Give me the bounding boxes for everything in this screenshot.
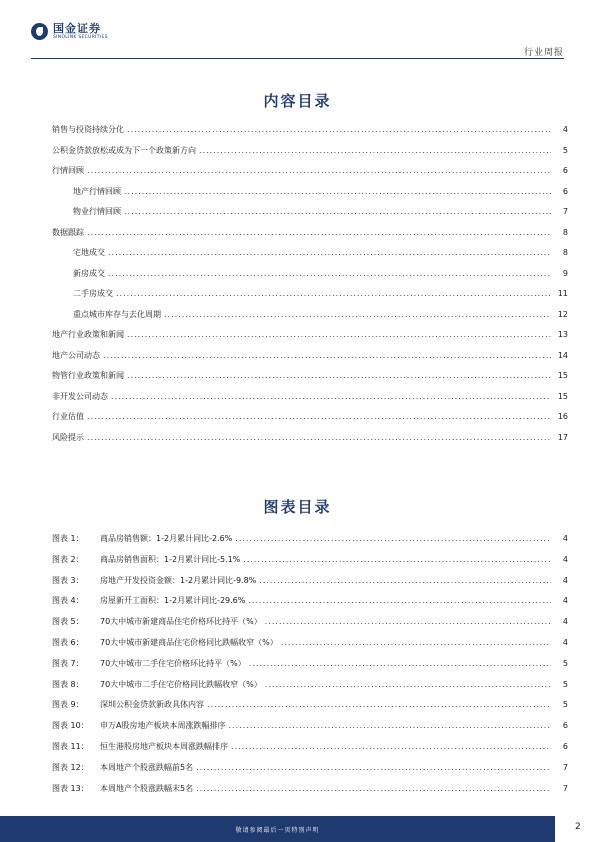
toc-entry-page: 13 [557,330,568,339]
figure-entry[interactable] [52,762,568,783]
figure-entry[interactable] [52,658,568,679]
dot-leader [231,742,551,751]
figure-entry-number: 图表 5： [52,617,84,627]
logo-name-cn: 国金证券 [53,22,101,35]
footer-disclaimer: 敬请参阅最后一页特别声明 [235,827,320,834]
figure-entry-label: 本周地产个股涨跌幅前5名 [100,762,194,772]
toc-entry-page: 15 [557,371,568,380]
figure-entry-page: 4 [562,554,568,564]
dot-leader [87,166,551,175]
figure-entry[interactable] [52,637,568,658]
toc-entry-page: 4 [562,125,568,134]
dot-leader [249,659,551,668]
figure-entry-number: 图表 12： [52,762,89,772]
toc-entry-page: 5 [562,145,568,155]
toc-entry-page: 8 [562,248,568,257]
toc-entry[interactable] [52,391,568,412]
toc-entry-page: 14 [557,350,568,360]
figure-entry[interactable] [52,554,568,575]
dot-leader [235,534,551,543]
figure-entry-label: 70大中城市二手住宅价格同比跌幅收窄（%） [100,679,262,689]
figure-entry-number: 图表 9： [52,700,84,710]
toc-entry[interactable] [52,268,568,289]
figure-entry[interactable] [52,595,568,616]
toc-entry[interactable] [52,309,568,330]
figure-entry-label: 70大中城市新建商品住宅价格同比跌幅收窄（%） [100,637,278,647]
figure-entry-label: 房屋新开工面积：1-2月累计同比-29.6% [100,596,246,606]
logo-icon [31,23,48,40]
dot-leader [108,248,551,257]
dot-leader [124,207,551,216]
dot-leader [111,392,551,401]
figure-entry-page: 7 [562,783,568,793]
figure-entry-page: 6 [562,721,568,731]
dot-leader [127,330,551,339]
dot-leader [243,555,551,564]
figure-entry-label: 商品房销售额：1-2月累计同比-2.6% [100,534,233,543]
dot-leader [87,412,551,421]
toc-entry-label: 销售与投资持续分化 [52,125,124,134]
dot-leader [127,125,551,134]
toc-entry-label: 物业行情回顾 [73,207,121,216]
toc-entry[interactable] [52,206,568,227]
figure-entry[interactable] [52,699,568,720]
figure-entry-number: 图表 3： [52,575,84,585]
figure-entry-number: 图表 6： [52,637,84,647]
toc-entry-page: 17 [557,432,568,442]
figure-entry-label: 本周地产个股涨跌幅末5名 [100,783,194,793]
figures-title: 图表目录 [263,498,332,516]
toc-entry-label: 地产公司动态 [52,350,100,360]
figure-entry-label: 深圳公积金贷款新政具体内容 [100,700,204,710]
toc-entry[interactable] [52,411,568,432]
dot-leader [196,784,551,793]
toc-entry-label: 公积金贷款放松或成为下一个政策新方向 [52,145,196,155]
dot-leader [164,310,551,319]
figure-entry-page: 6 [562,741,568,751]
dot-leader [248,596,551,605]
toc-entry-label: 地产行业政策和新闻 [52,330,124,339]
figure-entry-number: 图表 10： [52,721,89,731]
toc-entry-page: 6 [562,186,568,196]
toc-entry-page: 9 [562,268,568,278]
logo-text [53,23,108,41]
figure-entry-label: 申万A股房地产板块本周涨跌幅排序 [100,721,226,731]
toc-entry-label: 新房成交 [73,268,105,278]
logo-name-en: SINOLINK SECURITIES [53,35,108,40]
dot-leader [281,638,551,647]
toc-entry-page: 7 [562,207,568,216]
figure-entry[interactable] [52,720,568,741]
dot-leader [116,289,551,298]
figure-entry-label: 70大中城市二手住宅价格环比持平（%） [100,658,246,668]
toc-entry-page: 11 [557,289,568,298]
page-number: 2 [575,822,581,832]
dot-leader [103,351,551,360]
toc-entry[interactable] [52,350,568,371]
toc-entry[interactable] [52,247,568,268]
figure-entry-number: 图表 2： [52,554,84,564]
toc-entry-page: 6 [562,166,568,175]
figure-entry-number: 图表 7： [52,658,84,668]
toc-entry[interactable] [52,370,568,391]
toc-entry-label: 行情回顾 [52,166,84,175]
figure-entry-label: 70大中城市新建商品住宅价格环比持平（%） [100,617,262,627]
figure-entry-page: 4 [562,637,568,647]
toc-entry[interactable] [52,165,568,186]
figure-entry-label: 商品房销售面积：1-2月累计同比-5.1% [100,554,241,564]
figure-entry[interactable] [52,679,568,700]
report-type: 行业周报 [523,48,564,58]
toc-entry-label: 地产行情回顾 [73,186,121,196]
figure-entry-page: 4 [562,596,568,606]
dot-leader [199,146,551,155]
figure-entry[interactable] [52,616,568,637]
dot-leader [127,371,551,380]
figure-entry-number: 图表 8： [52,679,84,689]
figure-entry-page: 4 [562,534,568,543]
page-header [0,0,595,62]
dot-leader [207,700,551,709]
contents-title: 内容目录 [263,92,332,110]
header-divider [31,58,564,59]
figure-entry-number: 图表 1： [52,534,84,543]
dot-leader [87,228,551,237]
toc-entry[interactable] [52,329,568,350]
dot-leader [265,617,551,626]
toc-entry[interactable] [52,432,568,453]
toc-entry-page: 16 [557,412,568,421]
toc-entry[interactable] [52,288,568,309]
toc-entry[interactable] [52,227,568,248]
toc-entry-label: 数据跟踪 [52,227,84,237]
figure-entry-page: 5 [562,679,568,689]
figure-entry-page: 5 [562,700,568,710]
dot-leader [87,433,551,442]
dot-leader [124,187,551,196]
figure-entry[interactable] [52,575,568,596]
toc-entry-label: 风险提示 [52,432,84,442]
dot-leader [228,721,551,730]
figure-entry-number: 图表 4： [52,596,84,606]
toc-entry-label: 二手房成交 [73,289,113,298]
figure-entry[interactable] [52,533,568,554]
toc-entry-page: 15 [557,391,568,401]
company-logo [31,23,108,41]
toc-entry[interactable] [52,124,568,145]
figure-entry-label: 恒生港股房地产板块本周涨跌幅排序 [100,741,228,751]
figure-entry[interactable] [52,741,568,762]
toc-entry-label: 行业估值 [52,412,84,421]
figure-entry-page: 4 [562,575,568,585]
toc-entry-page: 8 [562,227,568,237]
figure-entry-number: 图表 11： [52,741,89,751]
footer-bar [0,816,555,842]
figure-entry-page: 7 [562,762,568,772]
toc-entry-label: 重点城市库存与去化周期 [73,309,161,319]
figure-entry-number: 图表 13： [52,783,89,793]
contents-list [52,124,568,452]
toc-entry-label: 非开发公司动态 [52,391,108,401]
figure-entry-label: 房地产开发投资金额：1-2月累计同比-9.8% [100,575,257,585]
toc-entry[interactable] [52,186,568,207]
figure-entry[interactable] [52,783,568,804]
figures-list [52,533,568,803]
dot-leader [265,680,551,689]
toc-entry-label: 宅地成交 [73,248,105,257]
toc-entry-label: 物管行业政策和新闻 [52,371,124,380]
figure-entry-page: 4 [562,617,568,627]
toc-entry-page: 12 [557,309,568,319]
dot-leader [108,269,551,278]
dot-leader [196,763,551,772]
figure-entry-page: 5 [562,658,568,668]
toc-entry[interactable] [52,145,568,166]
dot-leader [259,576,551,585]
